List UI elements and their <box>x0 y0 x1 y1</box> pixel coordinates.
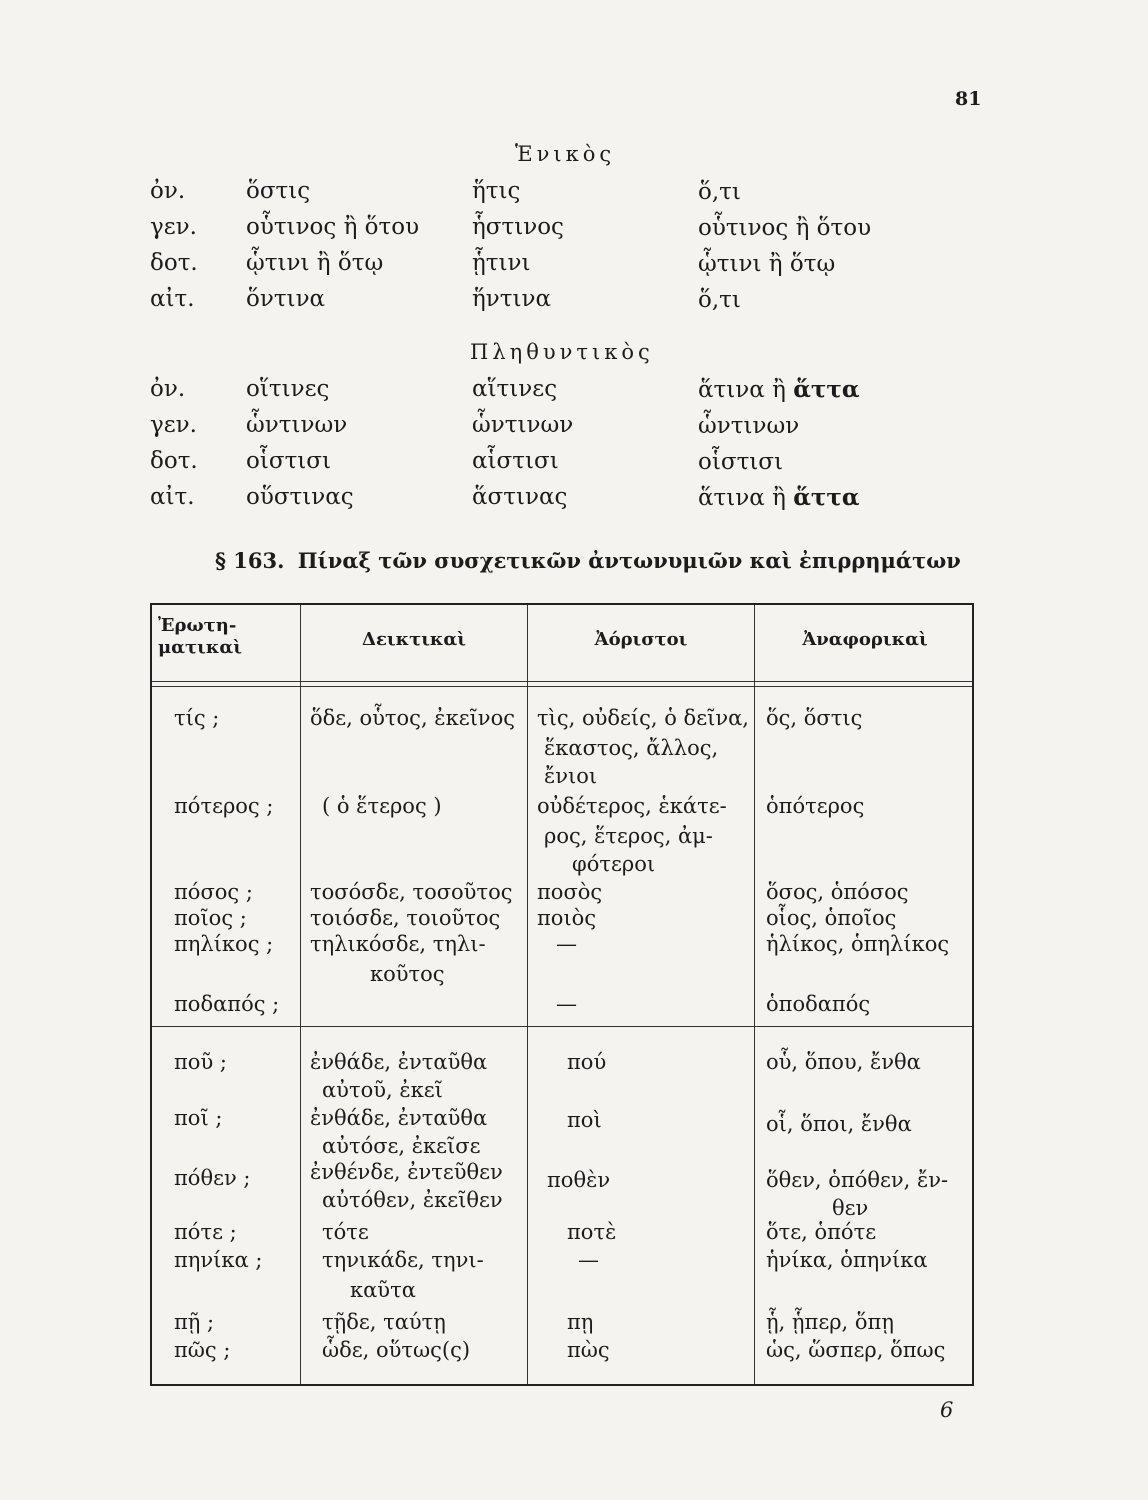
singular-heading: Ἑνικὸς <box>515 142 616 166</box>
interrogative-cell: ποῖος ; <box>174 906 247 930</box>
interrogative-cell: ποῦ ; <box>174 1050 227 1074</box>
plural-row-accusative <box>150 484 910 518</box>
case-label: δοτ. <box>150 250 198 276</box>
demonstrative-cell: τηνικάδε, τηνι- <box>322 1248 484 1272</box>
correlatives-table <box>150 603 974 1386</box>
indefinite-cell: πῃ <box>567 1310 594 1334</box>
case-label: γεν. <box>150 412 197 438</box>
relative-cell: ὁποδαπός <box>766 992 871 1016</box>
relative-cell: θεν <box>832 1196 869 1220</box>
relative-cell: ὅτε, ὁπότε <box>766 1220 877 1244</box>
demonstrative-cell: τῇδε, ταύτῃ <box>322 1310 446 1334</box>
indefinite-cell: πὼς <box>567 1338 610 1362</box>
relative-cell: ἡλίκος, ὁπηλίκος <box>766 932 950 956</box>
interrogative-cell: ποδαπός ; <box>174 992 280 1016</box>
indefinite-cell: ἔνιοι <box>544 764 598 788</box>
indefinite-cell: ποιὸς <box>537 906 597 930</box>
neuter-form: οἷστισι <box>698 449 784 475</box>
demonstrative-cell: ἐνθάδε, ἐνταῦθα <box>310 1050 488 1074</box>
indefinite-cell: — <box>556 932 577 956</box>
feminine-form: ἥντινα <box>472 286 552 312</box>
demonstrative-cell: κοῦτος <box>370 962 445 986</box>
interrogative-cell: πότερος ; <box>174 794 274 818</box>
relative-cell: ἡνίκα, ὁπηνίκα <box>766 1248 928 1272</box>
feminine-form: ἧστινος <box>472 214 564 240</box>
feminine-form: ἅστινας <box>472 484 568 510</box>
section-number: § 163. <box>215 548 285 573</box>
case-label: αἰτ. <box>150 484 195 510</box>
singular-row-accusative <box>150 286 910 320</box>
indefinite-cell: — <box>556 992 577 1016</box>
feminine-form: ἥτις <box>472 178 521 204</box>
neuter-form: ὧντινων <box>698 413 800 439</box>
feminine-form: αἷστισι <box>472 448 559 474</box>
interrogative-cell: πῶς ; <box>174 1338 231 1362</box>
demonstrative-cell: καῦτα <box>350 1278 416 1302</box>
relative-cell: ὡς, ὥσπερ, ὅπως <box>766 1338 946 1362</box>
header-relative: Ἀναφορικαὶ <box>802 629 928 650</box>
neuter-form: ἅτινα ἢ ἅττα <box>698 376 860 403</box>
demonstrative-cell: ὅδε, οὗτος, ἐκεῖνος <box>310 706 515 730</box>
relative-cell: οἷ, ὅποι, ἔνθα <box>766 1112 912 1136</box>
demonstrative-cell: ἐνθένδε, ἐντεῦθεν <box>310 1160 503 1184</box>
page-number: 81 <box>955 88 982 110</box>
case-label: γεν. <box>150 214 197 240</box>
case-label: αἰτ. <box>150 286 195 312</box>
header-demonstrative: Δεικτικαὶ <box>362 629 466 650</box>
demonstrative-cell: ( ὁ ἕτερος ) <box>322 794 442 818</box>
neuter-form: ἅτινα ἢ ἅττα <box>698 484 860 511</box>
masculine-form: ὅντινα <box>246 286 326 312</box>
demonstrative-cell: αὐτόσε, ἐκεῖσε <box>322 1134 481 1158</box>
interrogative-cell: τίς ; <box>174 706 220 730</box>
indefinite-cell: ποσὸς <box>537 880 603 904</box>
interrogative-cell: πηνίκα ; <box>174 1248 263 1272</box>
demonstrative-cell: ἐνθάδε, ἐνταῦθα <box>310 1106 488 1130</box>
plural-row-nominative <box>150 376 910 410</box>
plural-row-dative <box>150 448 910 482</box>
indefinite-cell: ποθὲν <box>547 1168 611 1192</box>
indefinite-cell: ποὶ <box>567 1108 602 1132</box>
masculine-form: ὧντινων <box>246 412 348 438</box>
relative-cell: ὅς, ὅστις <box>766 706 863 730</box>
relative-cell: οὗ, ὅπου, ἔνθα <box>766 1050 921 1074</box>
interrogative-cell: πόσος ; <box>174 880 253 904</box>
relative-cell: ὅσος, ὁπόσος <box>766 880 909 904</box>
neuter-form: ὅ,τι <box>698 179 741 205</box>
masculine-form: ὅστις <box>246 178 311 204</box>
indefinite-cell: ἕκαστος, ἄλλος, <box>544 736 719 760</box>
feminine-form: ὧντινων <box>472 412 574 438</box>
interrogative-cell: πόθεν ; <box>174 1166 251 1190</box>
signature-mark: 6 <box>940 1398 954 1422</box>
relative-cell: ᾗ, ᾗπερ, ὅπῃ <box>766 1310 894 1334</box>
relative-cell: οἷος, ὁποῖος <box>766 906 897 930</box>
masculine-form: ᾧτινι ἢ ὅτῳ <box>246 250 384 276</box>
indefinite-cell: ποτὲ <box>567 1220 617 1244</box>
header-indefinite: Ἀόριστοι <box>594 629 688 650</box>
neuter-form: οὗτινος ἢ ὅτου <box>698 215 872 241</box>
demonstrative-cell: τότε <box>322 1220 369 1244</box>
relative-cell: ὁπότερος <box>766 794 865 818</box>
header-interrogative: Ἐρωτη- ματικαὶ <box>158 615 242 658</box>
demonstrative-cell: ὧδε, οὕτως(ς) <box>322 1338 471 1362</box>
indefinite-cell: πού <box>567 1050 607 1074</box>
interrogative-cell: πηλίκος ; <box>174 932 274 956</box>
case-label: ὀν. <box>150 376 186 402</box>
neuter-form: ὅ,τι <box>698 287 741 313</box>
feminine-form: ᾗτινι <box>472 250 531 276</box>
singular-row-nominative <box>150 178 910 212</box>
indefinite-cell: — <box>578 1248 599 1272</box>
demonstrative-cell: τηλικόσδε, τηλι- <box>310 932 486 956</box>
interrogative-cell: πότε ; <box>174 1220 237 1244</box>
interrogative-cell: ποῖ ; <box>174 1106 223 1130</box>
section-title <box>215 548 961 573</box>
masculine-form: οἵτινες <box>246 376 330 402</box>
masculine-form: οὗτινος ἢ ὅτου <box>246 214 420 240</box>
neuter-form: ᾧτινι ἢ ὅτῳ <box>698 251 836 277</box>
interrogative-cell: πῇ ; <box>174 1310 215 1334</box>
plural-row-genitive <box>150 412 910 446</box>
feminine-form: αἵτινες <box>472 376 558 402</box>
indefinite-cell: τὶς, οὐδείς, ὁ δεῖνα, <box>537 706 749 730</box>
indefinite-cell: φότεροι <box>572 852 656 876</box>
singular-row-genitive <box>150 214 910 248</box>
plural-heading: Πληθυντικὸς <box>470 340 654 364</box>
demonstrative-cell: τοιόσδε, τοιοῦτος <box>310 906 501 930</box>
singular-row-dative <box>150 250 910 284</box>
demonstrative-cell: αὐτόθεν, ἐκεῖθεν <box>322 1188 503 1212</box>
relative-cell: ὅθεν, ὁπόθεν, ἔν- <box>766 1168 949 1192</box>
masculine-form: οἷστισι <box>246 448 332 474</box>
case-label: δοτ. <box>150 448 198 474</box>
demonstrative-cell: τοσόσδε, τοσοῦτος <box>310 880 513 904</box>
section-title-text: Πίναξ τῶν συσχετικῶν ἀντωνυμιῶν καὶ ἐπιρρημάτων <box>297 548 961 573</box>
case-label: ὀν. <box>150 178 186 204</box>
demonstrative-cell: αὐτοῦ, ἐκεῖ <box>322 1078 443 1102</box>
masculine-form: οὕστινας <box>246 484 354 510</box>
indefinite-cell: οὐδέτερος, ἑκάτε- <box>537 794 727 818</box>
indefinite-cell: ρος, ἕτερος, ἀμ- <box>544 824 713 848</box>
